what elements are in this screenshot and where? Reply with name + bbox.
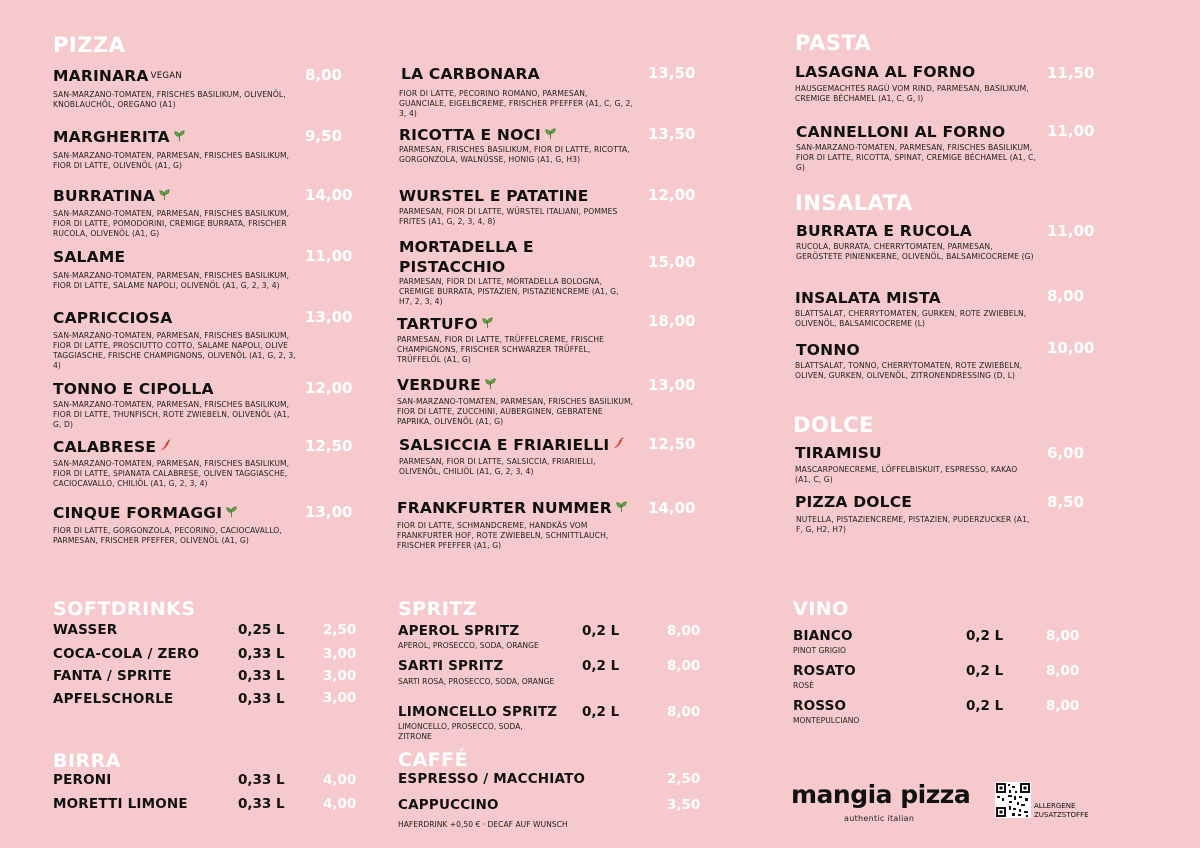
- drink-volume: 0,33 L: [238, 796, 285, 812]
- drink-name: SARTI SPRITZ: [398, 658, 504, 674]
- item-price: 13,00: [305, 503, 353, 521]
- item-description: MASCARPONECREME, LÖFFELBISKUIT, ESPRESSO, KAKAO (A1, C, G): [795, 465, 1018, 484]
- menu-item-name: INSALATA MISTA: [795, 289, 941, 307]
- drink-price: 8,00: [667, 704, 701, 720]
- item-price: 18,00: [648, 312, 696, 330]
- leaf-icon: [484, 377, 497, 393]
- drink-description: APEROL, PROSECCO, SODA, ORANGE: [398, 641, 539, 650]
- item-price: 12,50: [648, 435, 696, 453]
- drink-name: FANTA / SPRITE: [53, 668, 172, 684]
- drink-price: 3,50: [667, 797, 701, 813]
- menu-item-name: LA CARBONARA: [401, 65, 540, 83]
- section-title-spritz: SPRITZ: [398, 598, 478, 620]
- menu-item-name: CALABRESE: [53, 439, 172, 456]
- section-title-caffe: CAFFÉ: [398, 749, 469, 771]
- menu-item-name: TONNO E CIPOLLA: [53, 380, 214, 398]
- menu-item-name: PIZZA DOLCE: [795, 493, 913, 511]
- item-description: PARMESAN, FRISCHES BASILIKUM, FIOR DI LATTE, RICOTTA, GORGONZOLA, WALNÜSSE, HONIG (A1, G, H3): [399, 145, 630, 164]
- menu-item-name: CAPRICCIOSA: [53, 309, 173, 327]
- leaf-icon: [481, 316, 494, 332]
- drink-price: 8,00: [667, 658, 701, 674]
- menu-item-name: MORTADELLA E PISTACCHIO: [399, 238, 534, 276]
- allergen-link[interactable]: [1034, 802, 1089, 820]
- drink-name: ROSATO: [793, 663, 856, 679]
- additives-label: ZUSATZSTOFFE: [1034, 811, 1089, 819]
- item-description: BLATTSALAT, TONNO, CHERRYTOMATEN, ROTE ZWIEBELN, OLIVEN, GURKEN, OLIVENÖL, ZITRONENDRESSING (D, L): [795, 361, 1022, 380]
- item-description: PARMESAN, FIOR DI LATTE, MORTADELLA BOLOGNA, CREMIGE BURRATA, PISTAZIEN, PISTAZIENCREME (A1, G, H7, 2, 3, 4): [399, 277, 619, 306]
- leaf-icon: [225, 505, 238, 521]
- item-description: PARMESAN, FIOR DI LATTE, WÜRSTEL ITALIANI, POMMES FRITES (A1, G, 2, 3, 4, 8): [399, 207, 618, 226]
- menu-item-name: TONNO: [796, 341, 860, 359]
- item-price: 15,00: [648, 253, 696, 271]
- menu-item-name: CINQUE FORMAGGI: [53, 505, 238, 522]
- vegan-tag: VEGAN: [150, 71, 183, 82]
- section-title-vino: VINO: [793, 598, 849, 620]
- menu-item-name: BURRATA E RUCOLA: [796, 222, 972, 240]
- caffe-note: HAFERDRINK +0,50 € · DECAF AUF WUNSCH: [398, 820, 568, 829]
- drink-price: 2,50: [667, 771, 701, 787]
- item-description: SAN-MARZANO-TOMATEN, FRISCHES BASILIKUM, OLIVENÖL, KNOBLAUCHÖL, OREGANO (A1): [53, 90, 286, 109]
- drink-name: ESPRESSO / MACCHIATO: [398, 771, 586, 787]
- item-price: 10,00: [1047, 339, 1095, 357]
- item-price: 9,50: [305, 127, 343, 145]
- drink-description: SARTI ROSA, PROSECCO, SODA, ORANGE: [398, 677, 555, 686]
- drink-price: 8,00: [1046, 698, 1080, 714]
- item-description: FIOR DI LATTE, PECORINO ROMANO, PARMESAN, GUANCIALE, EIGELBCREME, FRISCHER PFEFFER (A1, C, G, 2, 3, 4): [399, 89, 633, 118]
- drink-price: 4,00: [323, 772, 357, 788]
- drink-price: 2,50: [323, 622, 357, 638]
- item-description: RUCOLA, BURRATA, CHERRYTOMATEN, PARMESAN, GERÖSTETE PINIENKERNE, OLIVENÖL, BALSAMICOCREME (G): [796, 242, 1034, 261]
- menu-item-name: RICOTTA E NOCI: [399, 127, 557, 144]
- menu-item-name: SALSICCIA E FRIARIELLI: [399, 437, 625, 454]
- item-description: NUTELLA, PISTAZIENCREME, PISTAZIEN, PUDERZUCKER (A1, F, G, H2, H7): [796, 515, 1030, 534]
- item-description: SAN-MARZANO-TOMATEN, PARMESAN, FRISCHES BASILIKUM, FIOR DI LATTE, SALAME NAPOLI, OLIVENÖL (A1, G, 2, 3, 4): [53, 271, 290, 290]
- section-title-insalata: INSALATA: [795, 191, 913, 215]
- section-title-pasta: PASTA: [795, 31, 872, 55]
- item-price: 13,50: [648, 64, 696, 82]
- item-price: 11,00: [1047, 122, 1095, 140]
- chili-icon: [612, 437, 625, 453]
- menu-item-name: VERDURE: [397, 377, 497, 394]
- leaf-icon: [173, 129, 186, 145]
- item-description: FIOR DI LATTE, SCHMANDCREME, HANDKÄS VOM FRANKFURTER HOF, ROTE ZWIEBELN, SCHNITTLAUCH, FRISCHER PFEFFER (A1, G): [397, 521, 609, 550]
- item-description: HAUSGEMACHTES RAGÙ VOM RIND, PARMESAN, BASILIKUM, CREMIGE BÉCHAMEL (A1, C, G, I): [795, 84, 1029, 103]
- wine-grape: MONTEPULCIANO: [793, 716, 860, 725]
- drink-volume: 0,2 L: [582, 704, 620, 720]
- menu-item-name: WURSTEL E PATATINE: [399, 187, 589, 205]
- item-price: 12,00: [648, 186, 696, 204]
- item-description: BLATTSALAT, CHERRYTOMATEN, GURKEN, ROTE ZWIEBELN, OLIVENÖL, BALSAMICOCREME (L): [795, 309, 1027, 328]
- item-description: SAN-MARZANO-TOMATEN, PARMESAN, FRISCHES BASILIKUM, FIOR DI LATTE, RICOTTA, SPINAT, CREMIGE BÉCHAMEL (A1, C, G): [796, 143, 1036, 172]
- menu-item-name: LASAGNA AL FORNO: [795, 63, 976, 81]
- menu-item-name: TARTUFO: [397, 316, 494, 333]
- item-description: SAN-MARZANO-TOMATEN, PARMESAN, FRISCHES BASILIKUM, FIOR DI LATTE, PROSCIUTTO COTTO, SALAME NAPOLI, OLIVE TAGGIASCHE, FRISCHE CHAMPIGNONS, OLIVENÖL (A1, G, 2, 3, 4): [53, 331, 296, 370]
- item-price: 14,00: [648, 499, 696, 517]
- drink-name: LIMONCELLO SPRITZ: [398, 704, 558, 720]
- item-price: 8,00: [1047, 287, 1085, 305]
- drink-volume: 0,2 L: [966, 663, 1004, 679]
- item-price: 12,00: [305, 379, 353, 397]
- menu-item-name: MARGHERITA: [53, 129, 186, 146]
- leaf-icon: [615, 500, 628, 516]
- drink-name: CAPPUCCINO: [398, 797, 499, 813]
- item-price: 11,00: [305, 247, 353, 265]
- item-price: 6,00: [1047, 444, 1085, 462]
- menu-item-name: BURRATINA: [53, 188, 171, 205]
- drink-volume: 0,33 L: [238, 668, 285, 684]
- drink-price: 8,00: [667, 623, 701, 639]
- item-description: SAN-MARZANO-TOMATEN, PARMESAN, FRISCHES BASILIKUM, FIOR DI LATTE, ZUCCHINI, AUBERGINEN, GEBRATENE PAPRIKA, OLIVENÖL (A1, G): [397, 397, 634, 426]
- section-title-softdrinks: SOFTDRINKS: [53, 598, 196, 620]
- item-price: 13,50: [648, 125, 696, 143]
- drink-name: APFELSCHORLE: [53, 691, 174, 707]
- item-price: 8,00: [305, 66, 343, 84]
- drink-price: 4,00: [323, 796, 357, 812]
- menu-item: [53, 68, 343, 84]
- drink-name: COCA-COLA / ZERO: [53, 646, 200, 662]
- leaf-icon: [158, 188, 171, 204]
- drink-name: BIANCO: [793, 628, 853, 644]
- drink-price: 8,00: [1046, 628, 1080, 644]
- drink-price: 8,00: [1046, 663, 1080, 679]
- item-price: 13,00: [648, 376, 696, 394]
- drink-price: 3,00: [323, 690, 357, 706]
- chili-icon: [159, 439, 172, 455]
- drink-price: 3,00: [323, 668, 357, 684]
- drink-volume: 0,2 L: [582, 658, 620, 674]
- item-description: SAN-MARZANO-TOMATEN, PARMESAN, FRISCHES BASILIKUM, FIOR DI LATTE, SPIANATA CALABRESE, OLIVEN TAGGIASCHE, CACIOCAVALLO, CHILIÖL (A1, G, 2, 3, 4): [53, 459, 290, 488]
- menu-item-name: FRANKFURTER NUMMER: [397, 500, 628, 517]
- section-title-pizza: PIZZA: [53, 33, 126, 57]
- item-price: 13,00: [305, 308, 353, 326]
- wine-grape: PINOT GRIGIO: [793, 646, 847, 655]
- allergen-label: ALLERGENE: [1034, 802, 1076, 810]
- brand-tagline: authentic italian: [844, 814, 915, 823]
- item-price: 11,50: [1047, 64, 1095, 82]
- drink-name: WASSER: [53, 622, 118, 638]
- item-price: 8,50: [1047, 493, 1085, 511]
- brand-logo: mangia pizza: [791, 780, 971, 809]
- drink-description: LIMONCELLO, PROSECCO, SODA, ZITRONE: [398, 722, 523, 741]
- drink-name: ROSSO: [793, 698, 847, 714]
- menu-item-name: CANNELLONI AL FORNO: [796, 123, 1006, 141]
- drink-volume: 0,33 L: [238, 772, 285, 788]
- drink-volume: 0,33 L: [238, 646, 285, 662]
- item-description: SAN-MARZANO-TOMATEN, PARMESAN, FRISCHES BASILIKUM, FIOR DI LATTE, THUNFISCH, ROTE ZWIEBELN, OLIVENÖL (A1, G, D): [53, 400, 290, 429]
- item-price: 14,00: [305, 186, 353, 204]
- drink-volume: 0,2 L: [582, 623, 620, 639]
- item-description: SAN-MARZANO-TOMATEN, PARMESAN, FRISCHES BASILIKUM, FIOR DI LATTE, POMODORINI, CREMIGE BURRATA, FRISCHER RUCOLA, OLIVENÖL (A1, G): [53, 209, 290, 238]
- drink-price: 3,00: [323, 646, 357, 662]
- drink-volume: 0,2 L: [966, 698, 1004, 714]
- item-description: PARMESAN, FIOR DI LATTE, SALSICCIA, FRIARIELLI, OLIVENÖL, CHILIÖL (A1, G, 2, 3, 4): [399, 457, 596, 476]
- drink-name: PERONI: [53, 772, 112, 788]
- item-price: 12,50: [305, 437, 353, 455]
- item-description: PARMESAN, FIOR DI LATTE, TRÜFFELCREME, FRISCHE CHAMPIGNONS, FRISCHER SCHWARZER TRÜFFEL, TRÜFFELÖL (A1, G): [397, 335, 605, 364]
- drink-volume: 0,2 L: [966, 628, 1004, 644]
- wine-grape: ROSÈ: [793, 681, 814, 690]
- menu-item-name: SALAME: [53, 248, 126, 266]
- drink-name: APEROL SPRITZ: [398, 623, 520, 639]
- qr-code-icon[interactable]: [995, 782, 1031, 818]
- item-description: FIOR DI LATTE, GORGONZOLA, PECORINO, CACIOCAVALLO, PARMESAN, FRISCHER PFEFFER, OLIVENÖL (A1, G): [53, 526, 282, 545]
- leaf-icon: [544, 127, 557, 143]
- item-price: 11,00: [1047, 222, 1095, 240]
- item-description: SAN-MARZANO-TOMATEN, PARMESAN, FRISCHES BASILIKUM, FIOR DI LATTE, OLIVENÖL (A1, G): [53, 151, 290, 170]
- section-title-dolce: DOLCE: [793, 413, 874, 437]
- drink-name: MORETTI LIMONE: [53, 796, 188, 812]
- drink-volume: 0,33 L: [238, 691, 285, 707]
- item-name: MARINARA: [53, 67, 149, 85]
- section-title-birra: BIRRA: [53, 750, 122, 772]
- drink-volume: 0,25 L: [238, 622, 285, 638]
- menu-item-name: TIRAMISU: [795, 444, 882, 462]
